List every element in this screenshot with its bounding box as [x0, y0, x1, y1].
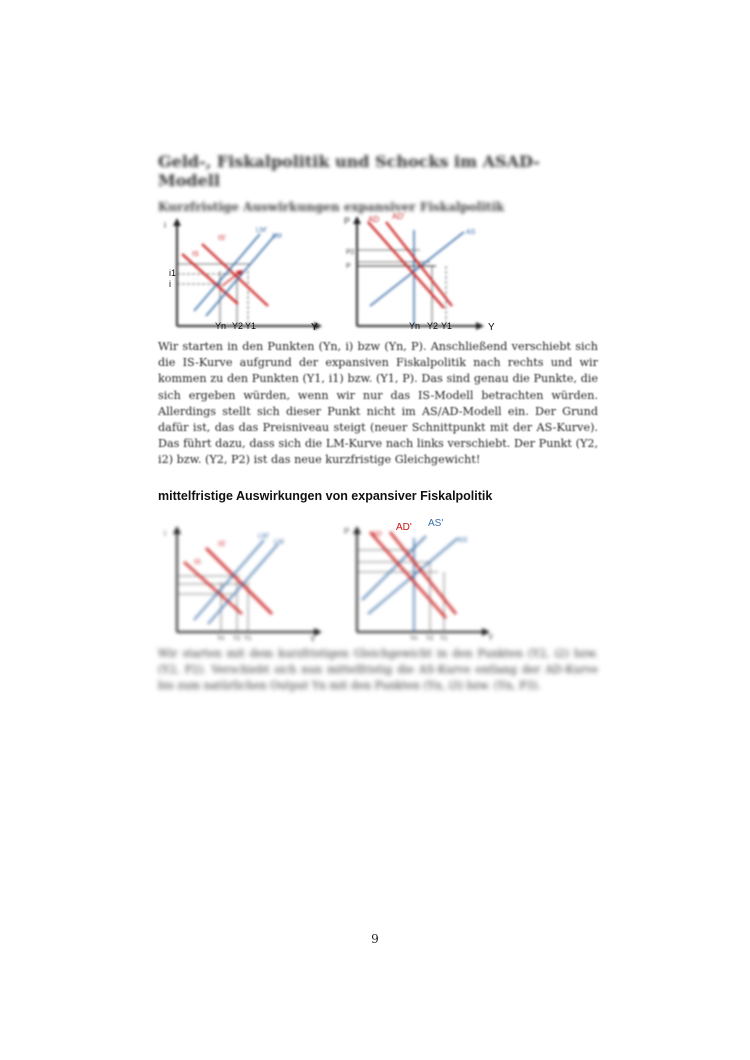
x-axis-label: Y: [488, 322, 495, 333]
x-tick-yn: Yn: [215, 321, 227, 331]
curve-label-is-prime: IS': [218, 235, 226, 242]
paragraph-short-run: Wir starten in den Punkten (Yn, i) bzw (Yn, P). Anschließend verschiebt sich die IS-Kurve aufgrund der expansiven Fiskalpolitik nach rechts und wir kommen zu den Punkten (Y1, i1) bzw. (Y1, P). Das sind genau die Punkte, die sich ergeben würden, wenn wir nur das IS-Modell betrachten würden. Allerdings stellt sich dieser Punkt nicht im AS/AD-Modell ein. Der Grund dafür ist, das das Preisniveau steigt (neuer Schnittpunkt mit der AS-Kurve). Das führt dazu, dass sich die LM-Kurve nach links verschiebt. Der Punkt (Y2, i2) bzw. (Y2, P2) ist das neue kurzfristige Gleichgewicht!: [158, 340, 598, 467]
curve-label-is: IS: [194, 559, 201, 566]
curve-label-lm-prime: LM': [256, 227, 268, 234]
x-tick-y2: Y2: [427, 321, 439, 331]
curve-label-ad-prime: AD': [392, 212, 405, 221]
y-tick-p: P: [346, 263, 351, 270]
x-tick-yn: Yn: [409, 321, 421, 331]
x-axis-label: Y: [488, 633, 494, 642]
x-axis-label: Y: [311, 322, 318, 333]
x-tick-y1: Y1: [440, 636, 448, 642]
figure-as-ad-medium-run: [340, 514, 510, 644]
y-tick-i: i: [169, 279, 171, 289]
section-title-medium-run: mittelfristige Auswirkungen von expansiver Fiskalpolitik: [158, 489, 493, 503]
y-axis-label: i: [164, 529, 166, 538]
curve-label-as: AS: [458, 537, 468, 544]
y-axis-label: P: [344, 527, 350, 536]
title-block: [158, 152, 598, 214]
x-axis-label: Y: [310, 635, 316, 644]
x-tick-y2: Y2: [233, 636, 241, 642]
x-tick-y1: Y1: [245, 321, 257, 331]
x-tick-yn: Yn: [217, 636, 225, 642]
x-tick-yn: Yn: [410, 636, 418, 642]
paragraph-medium-run: Wir starten mit dem kurzfristigen Gleichgewicht in den Punkten (Y2, i2) bzw. (Y2, P2). Verschiebt sich nun mittelfristig die AS-Kurve entlang der AD-Kurve bis zum natürlichen Output Yn mit den Punkten (Yn, i3) bzw. (Yn, P3).: [158, 647, 598, 692]
curve-label-ad: AD: [368, 215, 380, 224]
y-tick-p2: P2: [346, 249, 355, 256]
document-title: Geld-, Fiskalpolitik und Schocks im ASAD-Modell: [158, 152, 540, 190]
x-tick-y1: Y1: [441, 321, 453, 331]
curve-label-as-prime: AS': [428, 518, 444, 529]
x-tick-y1: Y1: [244, 636, 252, 642]
curve-label-ad-prime: AD': [396, 522, 412, 533]
y-axis-label: P: [344, 216, 351, 226]
document-subtitle: Kurzfristige Auswirkungen expansiver Fiskalpolitik: [158, 200, 505, 214]
figure-is-lm-medium-run: [160, 522, 330, 644]
curve-label-lm-prime: LM': [258, 533, 270, 540]
y-axis-label: i: [164, 220, 166, 230]
x-tick-y2: Y2: [426, 636, 434, 642]
curve-label-as: AS: [466, 229, 476, 236]
curve-label-lm: LM: [272, 233, 282, 240]
figure-as-ad-short-run: [340, 210, 510, 336]
x-tick-y2: Y2: [232, 321, 244, 331]
page-number: 9: [371, 932, 379, 946]
curve-label-is: IS: [192, 251, 199, 258]
curve-label-is-prime: IS': [218, 541, 226, 548]
curve-label-ad: AD: [372, 531, 382, 538]
curve-label-lm: LM: [274, 539, 284, 546]
figure-is-lm-short-run: [160, 216, 330, 336]
y-tick-i1: i1: [169, 268, 177, 278]
